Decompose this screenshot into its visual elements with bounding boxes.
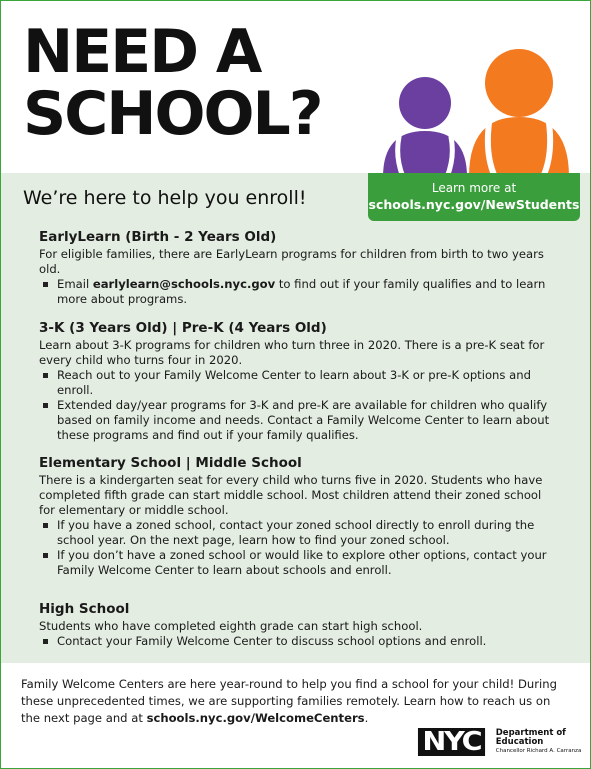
page-title	[23, 17, 322, 149]
section-intro: Learn about 3-K programs for children who turn three in 2020. There is a pre-K seat for every child who turns four in 2020.	[39, 338, 545, 367]
section-intro: For eligible families, there are EarlyLearn programs for children from birth to two years old.	[39, 247, 544, 276]
learn-more-label: Learn more at	[431, 181, 517, 195]
section-earlylearn	[39, 229, 559, 307]
section-intro: Students who have completed eighth grade can start high school.	[39, 619, 423, 633]
section-intro: There is a kindergarten seat for every child who turns five in 2020. Students who have completed fifth grade can start middle school. Most children attend their zoned school for elementary or middle school.	[39, 473, 543, 517]
learn-more-link[interactable]: schools.nyc.gov/NewStudents	[368, 197, 580, 212]
title-line-1: NEED A	[23, 17, 261, 87]
purple-child-figure	[383, 77, 467, 177]
bullet-text: Email	[57, 277, 93, 291]
bullet-item	[39, 277, 559, 307]
section-heading: High School	[39, 601, 130, 617]
doe-logo	[421, 728, 581, 756]
doe-line-2: Education	[495, 736, 544, 747]
section-high-school	[39, 601, 559, 649]
footer-body: Family Welcome Centers are here year-round to help you find a school for your child! During these unprecedented times, we are supporting families remotely. Learn how to reach us on the next page and at	[21, 677, 557, 725]
bullet-text: to find out if your family qualifies and to learn more about programs.	[57, 277, 546, 306]
email-link[interactable]: earlylearn@schools.nyc.gov	[92, 277, 276, 291]
learn-more-box[interactable]	[368, 173, 580, 221]
doe-line-1: Department of	[495, 727, 566, 738]
section-heading: EarlyLearn (Birth - 2 Years Old)	[39, 229, 277, 245]
footer-text	[21, 676, 571, 727]
bullet-list	[39, 368, 559, 443]
section-elementary-middle	[39, 455, 559, 578]
bullet-list	[39, 277, 559, 307]
footer-end: .	[364, 711, 369, 725]
bullet-item: If you don’t have a zoned school or would like to explore other options, contact your Family Welcome Center to learn about schools and enroll.	[39, 548, 559, 578]
bullet-list	[39, 518, 559, 578]
bullet-item: Extended day/year programs for 3-K and pre-K are available for children who qualify based on family income and needs. Contact a Family Welcome Center to learn about these programs and find out if your family qualifies.	[39, 398, 559, 443]
doe-chancellor: Chancellor Richard A. Carranza	[495, 747, 582, 754]
section-3k-prek	[39, 320, 559, 443]
orange-child-figure	[469, 49, 569, 177]
section-heading: Elementary School | Middle School	[39, 455, 302, 471]
welcome-centers-link[interactable]: schools.nyc.gov/WelcomeCenters	[146, 711, 365, 725]
bullet-item: Reach out to your Family Welcome Center to learn about 3-K or pre-K options and enroll.	[39, 368, 559, 398]
bullet-item: Contact your Family Welcome Center to discuss school options and enroll.	[39, 634, 559, 649]
doe-logo-text	[496, 729, 582, 756]
bullet-list	[39, 634, 559, 649]
children-illustration	[377, 45, 577, 177]
section-heading: 3-K (3 Years Old) | Pre-K (4 Years Old)	[39, 320, 327, 336]
title-line-2: SCHOOL?	[23, 79, 322, 149]
help-heading: We’re here to help you enroll!	[23, 187, 307, 209]
bullet-item: If you have a zoned school, contact your zoned school directly to enroll during the school year. On the next page, learn how to find your zoned school.	[39, 518, 559, 548]
nyc-logo-mark: NYC	[418, 728, 485, 756]
